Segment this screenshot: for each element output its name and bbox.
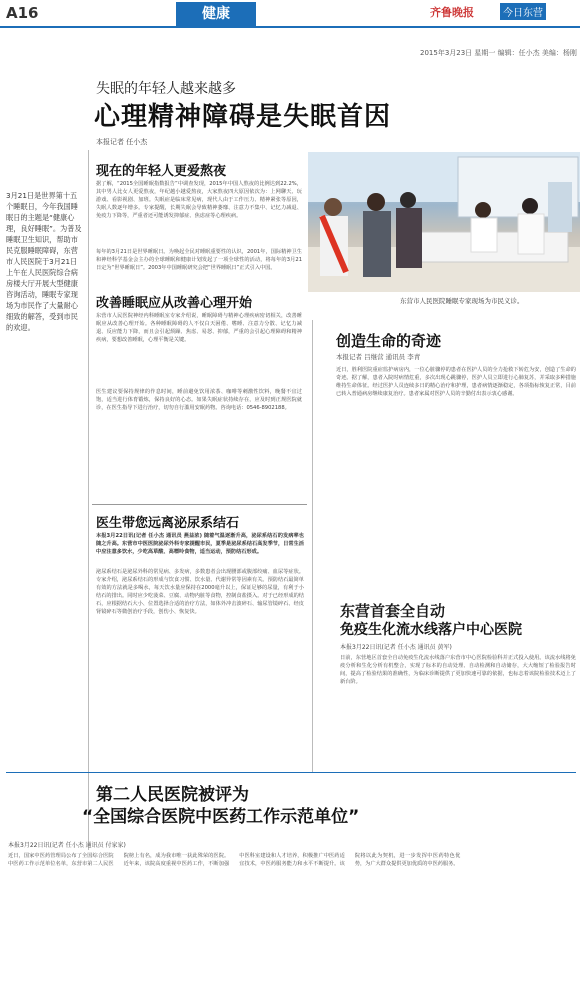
top-rule — [0, 26, 580, 28]
article3-byline: 本报记者 吕继营 通讯员 李青 — [336, 353, 421, 361]
event-photo — [308, 152, 580, 292]
byline: 本报记者 任小杰 — [96, 138, 148, 146]
section2-text2: 医生建议要保持规律的作息时间，睡前避免饮用浓茶、咖啡等刺激性饮料，晚餐不宜过饱，适当进行体育锻炼，保持良好的心态。如果失眠症状持续存在，应及时到正规医院就诊，在医生指导下进行治疗，切勿自行滥用安眠药物。咨询电话：0546-8902188。 — [96, 389, 302, 411]
article4-title2: 免疫生化流水线落户中心医院 — [340, 622, 522, 638]
photo-illustration — [308, 152, 580, 292]
article3-title: 创造生命的奇迹 — [336, 332, 442, 350]
section-tab: 健康 — [176, 2, 256, 26]
article5-text: 近日，国家中医药管理局公布了全国综合医院中医药工作示范单位名单，东营市第二人民医院榜上有名，成为我市唯一获此殊荣的医院。近年来，该院高度重视中医药工作，不断加强中医科室建设和人才培养，积极推广中医药适宜技术，中医药服务能力和水平不断提升。该院将以此为契机，进一步发挥中医药特色优势，为广大群众提供更加优质的中医药服务。 — [8, 853, 461, 867]
section1-text: 据了解，“2015全国睡眠指数报告”中调查发现，2015年中国人熬夜的比例达到22.2%，其中男人比女人更爱熬夜，年纪越小越爱熬夜，大家熬夜四大原因依次为：上网聊天、玩游戏、看影视剧、加班。失眠症是临床常见病，现代人由于工作压力、精神紧张等原因，失眠人数逐年增多。专家提醒，长期失眠会导致精神萎靡、注意力不集中、记忆力减退、免疫力下降等，严重者还可能诱发抑郁症、焦虑症等心理疾病。 — [96, 181, 302, 219]
article5-title2: “全国综合医院中医药工作示范单位” — [82, 807, 360, 827]
article4-byline: 本报3月22日讯(记者 任小杰 通讯员 黄军) — [340, 644, 452, 651]
article2-byline: 本报3月22日讯(记者 任小杰 通讯员 燕益浓) 随着气温逐渐升高，泌尿系结石的发病率也随之升高。东营市中医医院泌尿外科专家提醒市民，夏季是泌尿系结石高发季节，日常生活中应注意多饮水，少吃高草酸、高嘌呤食物，适当运动，预防结石形成。 — [96, 533, 304, 555]
article2-text: 泌尿系结石是泌尿外科的常见病、多发病，多数患者会出现腰部或腹部绞痛、血尿等症状。专家介绍，泌尿系结石的形成与饮食习惯、饮水量、代谢异常等因素有关。预防结石最简单有效的方法就是多喝水，每天饮水量应保持在2000毫升以上，保证足够的尿量，有利于小结石的排出。同时应少吃菠菜、豆腐、动物内脏等食物，控制食盐摄入。对于已经形成的结石，应根据结石大小、位置选择合适的治疗方法，如体外冲击波碎石、输尿管镜碎石、经皮肾镜碎石等微创治疗手段，创伤小、恢复快。 — [96, 569, 304, 615]
meta-line: 2015年3月23日 星期一 编辑：任小杰 美编：杨刚 — [420, 49, 577, 57]
section2-title: 改善睡眠应从改善心理开始 — [96, 296, 253, 311]
bottom-rule — [6, 772, 576, 773]
article3-text: 近日，胜利医院重症监护病房内，一位心脏骤停的患者在医护人员的全力抢救下转危为安，创造了生命的奇迹。据了解，患者入院时病情危重，多次出现心跳骤停，医护人员立即进行心肺复苏，并采取多种措施维持生命体征。经过医护人员连续多日的精心治疗和护理，患者病情逐渐稳定，各项指标恢复正常，目前已转入普通病房继续康复治疗。患者家属对医护人员的辛勤付出表示衷心感谢。 — [336, 367, 576, 397]
side-note: 3月21日是世界第十五个睡眠日，今年我国睡眠日的主题是“健康心理，良好睡眠”。为普及睡眠卫生知识，帮助市民克服睡眠障碍，东营市人民医院于3月21日上午在人民医院综合病房楼大厅开展大型健康咨询活动，睡眠专家现场为市民作了大量耐心细致的解答，受到市民的欢迎。 — [6, 191, 82, 332]
article2-title: 医生带您远离泌尿系结石 — [96, 516, 240, 531]
article4-title: 东营首套全自动 — [340, 602, 446, 620]
masthead-logo: 齐鲁晚报 — [430, 6, 474, 19]
photo-caption: 东营市人民医院睡眠专家现场为市民义诊。 — [400, 297, 524, 305]
section1-text2: 每年的3月21日是世界睡眠日。为唤起全民对睡眠重要性的认识，2001年，国际精神卫生和神经科学基金会主办的全球睡眠和健康计划发起了一项全球性的活动，将每年的3月21日定为“世界睡眠日”。2003年中国睡眠研究会把“世界睡眠日”正式引入中国。 — [96, 249, 302, 271]
page-number: A16 — [6, 4, 39, 22]
article5-title: 第二人民医院被评为 — [96, 785, 249, 805]
section1-title: 现在的年轻人更爱熬夜 — [96, 164, 227, 179]
article2-rule — [92, 504, 307, 505]
section2-text: 东营市人民医院神经内科睡眠室专家介绍说，睡眠障碍与精神心理疾病密切相关，改善睡眠应从改善心理开始。各种睡眠障碍的人不仅白天困倦、嗜睡、注意力分散、记忆力减退、反应能力下降，而且会引起烦躁、焦虑、易怒、抑郁，严重的会引起心理障碍和精神疾病，要想改善睡眠，心理平衡是关键。 — [96, 313, 302, 343]
headline: 心理精神障碍是失眠首因 — [94, 102, 392, 132]
column-divider — [88, 150, 89, 850]
masthead-box: 今日东营 — [500, 3, 546, 20]
kicker: 失眠的年轻人越来越多 — [96, 81, 236, 97]
article5-byline: 本报3月22日讯(记者 任小杰 通讯员 付家家) — [8, 842, 126, 849]
article4-text: 日前，东营地区首套全自动免疫生化流水线落户东营市中心医院检验科并正式投入使用。该流水线将免疫分析和生化分析有机整合，实现了标本的自动处理、自动检测和自动储存，大大缩短了检验报告时间，提高了检验结果的准确性，为临床诊断提供了更加快速可靠的依据，也标志着该院检验技术迈上了新台阶。 — [340, 655, 576, 685]
column-divider-2 — [312, 320, 313, 772]
